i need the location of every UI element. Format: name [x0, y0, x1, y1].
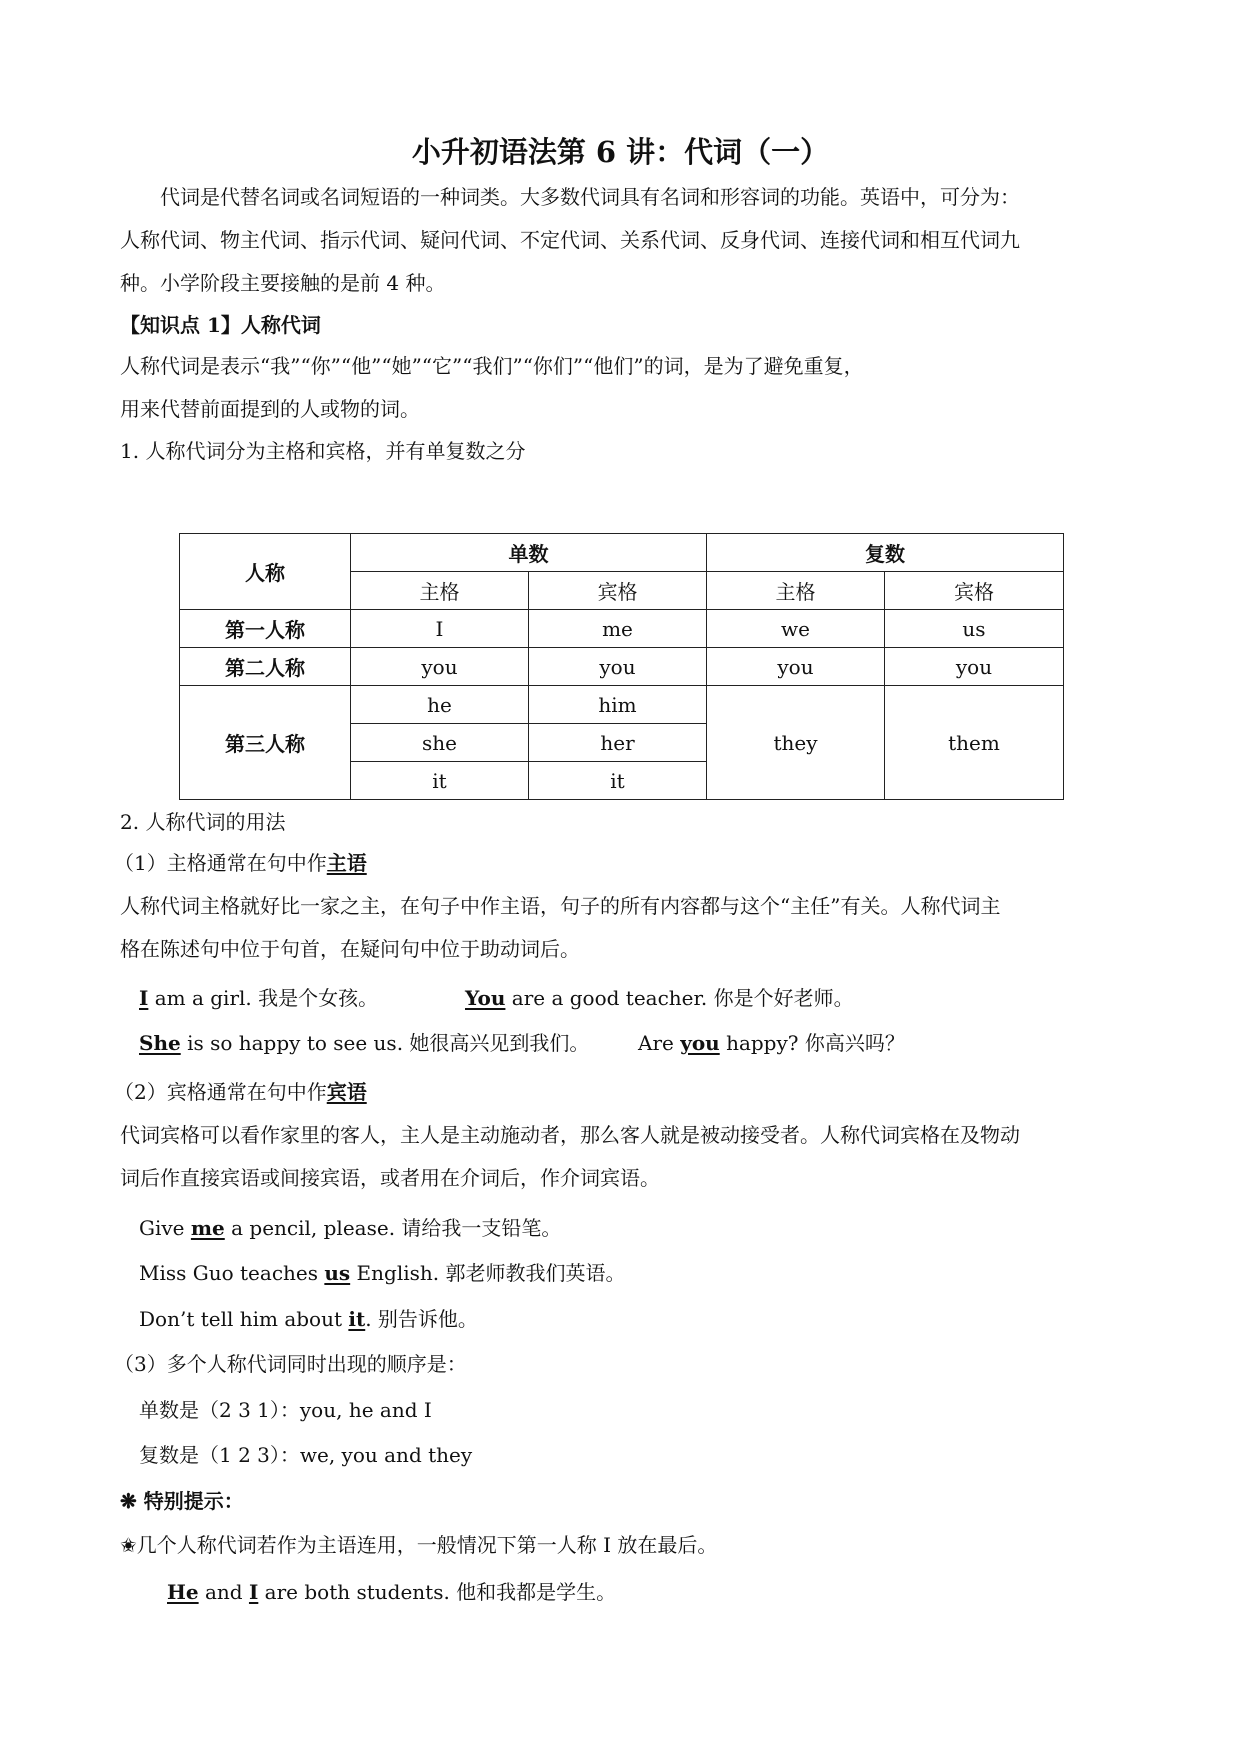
cell: they [707, 686, 885, 800]
example-text: happy? 你高兴吗？ [719, 1031, 905, 1055]
example-text: and [198, 1580, 249, 1604]
header-plural-nominative: 主格 [707, 572, 885, 610]
highlight-word: You [465, 986, 506, 1010]
header-singular: 单数 [351, 534, 707, 572]
example-text: Miss Guo teaches [139, 1261, 325, 1285]
example-sentence [638, 1033, 905, 1053]
cell: them [885, 686, 1064, 800]
cell: him [529, 686, 707, 724]
table-row [180, 686, 1064, 724]
usage-point-1-text: （1）主格通常在句中作 [114, 851, 327, 875]
cell: you [351, 648, 529, 686]
usage-point-2-line-1: 代词宾格可以看作家里的客人，主人是主动施动者，那么客人就是被动接受者。人称代词宾格在及物动 [120, 1123, 1020, 1147]
intro-line-1: 代词是代替名词或名词短语的一种词类。大多数代词具有名词和形容词的功能。英语中，可分为： [160, 185, 1020, 209]
usage-point-1 [114, 853, 367, 873]
row-label-first: 第一人称 [180, 610, 351, 648]
kp1-definition-line-1: 人称代词是表示“我”“你”“他”“她”“它”“我们”“你们”“他们”的词，是为了避免重复， [120, 354, 864, 378]
special-tip-line: ✬几个人称代词若作为主语连用，一般情况下第一人称 I 放在最后。 [120, 1533, 718, 1557]
cell: her [529, 724, 707, 762]
example-sentence [139, 1033, 589, 1053]
usage-point-3: （3）多个人称代词同时出现的顺序是： [114, 1352, 467, 1376]
row-label-second: 第二人称 [180, 648, 351, 686]
example-sentence [139, 1218, 561, 1238]
example-text: a pencil, please. 请给我一支铅笔。 [224, 1216, 562, 1240]
header-plural: 复数 [707, 534, 1064, 572]
example-text: . 别告诉他。 [365, 1307, 478, 1331]
cell: you [885, 648, 1064, 686]
highlight-word: I [248, 1580, 259, 1604]
example-text: Don’t tell him about [139, 1307, 349, 1331]
example-text: are both students. 他和我都是学生。 [258, 1580, 617, 1604]
highlight-word: me [190, 1216, 225, 1240]
highlight-word: us [324, 1261, 351, 1285]
header-singular-objective: 宾格 [529, 572, 707, 610]
special-tip-heading: ❋ 特别提示： [120, 1489, 244, 1513]
keyword-object: 宾语 [326, 1080, 367, 1104]
keyword-subject: 主语 [326, 851, 367, 875]
intro-line-2: 人称代词、物主代词、指示代词、疑问代词、不定代词、关系代词、反身代词、连接代词和相互代词九 [120, 228, 1020, 252]
order-singular: 单数是（2 3 1）：you, he and I [139, 1398, 432, 1422]
highlight-word: She [139, 1031, 181, 1055]
page-title: 小升初语法第 6 讲：代词（一） [411, 135, 830, 169]
cell: we [707, 610, 885, 648]
kp1-definition-line-2: 用来代替前面提到的人或物的词。 [120, 397, 420, 421]
usage-point-2 [114, 1082, 367, 1102]
example-text: English. 郭老师教我们英语。 [350, 1261, 626, 1285]
example-sentence [465, 988, 854, 1008]
order-plural: 复数是（1 2 3）：we, you and they [139, 1443, 473, 1467]
pronoun-table [179, 533, 1064, 800]
example-text: Give [139, 1216, 191, 1240]
usage-heading: 2. 人称代词的用法 [120, 810, 286, 834]
cell: I [351, 610, 529, 648]
subheading-pronoun-cases: 1. 人称代词分为主格和宾格，并有单复数之分 [120, 439, 526, 463]
section-heading-kp1: 【知识点 1】人称代词 [120, 313, 321, 337]
highlight-word: I [139, 986, 149, 1010]
usage-point-1-line-2: 格在陈述句中位于句首，在疑问句中位于助动词后。 [120, 937, 580, 961]
highlight-word: you [680, 1031, 720, 1055]
cell: you [529, 648, 707, 686]
example-sentence [139, 988, 378, 1008]
cell: you [707, 648, 885, 686]
highlight-word: He [167, 1580, 199, 1604]
example-text: is so happy to see us. 她很高兴见到我们。 [180, 1031, 590, 1055]
header-person: 人称 [180, 534, 351, 610]
cell: me [529, 610, 707, 648]
example-sentence [139, 1263, 625, 1283]
example-text: am a girl. 我是个女孩。 [148, 986, 379, 1010]
cell: it [351, 762, 529, 800]
header-singular-nominative: 主格 [351, 572, 529, 610]
table-row [180, 648, 1064, 686]
cell: us [885, 610, 1064, 648]
usage-point-2-line-2: 词后作直接宾语或间接宾语，或者用在介词后，作介词宾语。 [120, 1166, 660, 1190]
header-plural-objective: 宾格 [885, 572, 1064, 610]
highlight-word: it [348, 1307, 366, 1331]
example-sentence [167, 1582, 616, 1602]
table-row [180, 610, 1064, 648]
intro-line-3: 种。小学阶段主要接触的是前 4 种。 [120, 271, 446, 295]
example-text: are a good teacher. 你是个好老师。 [505, 986, 854, 1010]
example-sentence [139, 1309, 478, 1329]
usage-point-2-text: （2）宾格通常在句中作 [114, 1080, 327, 1104]
cell: he [351, 686, 529, 724]
cell: it [529, 762, 707, 800]
row-label-third: 第三人称 [180, 686, 351, 800]
cell: she [351, 724, 529, 762]
usage-point-1-line-1: 人称代词主格就好比一家之主，在句子中作主语，句子的所有内容都与这个“主任”有关。人称代词主 [120, 894, 1001, 918]
example-text: Are [638, 1031, 681, 1055]
